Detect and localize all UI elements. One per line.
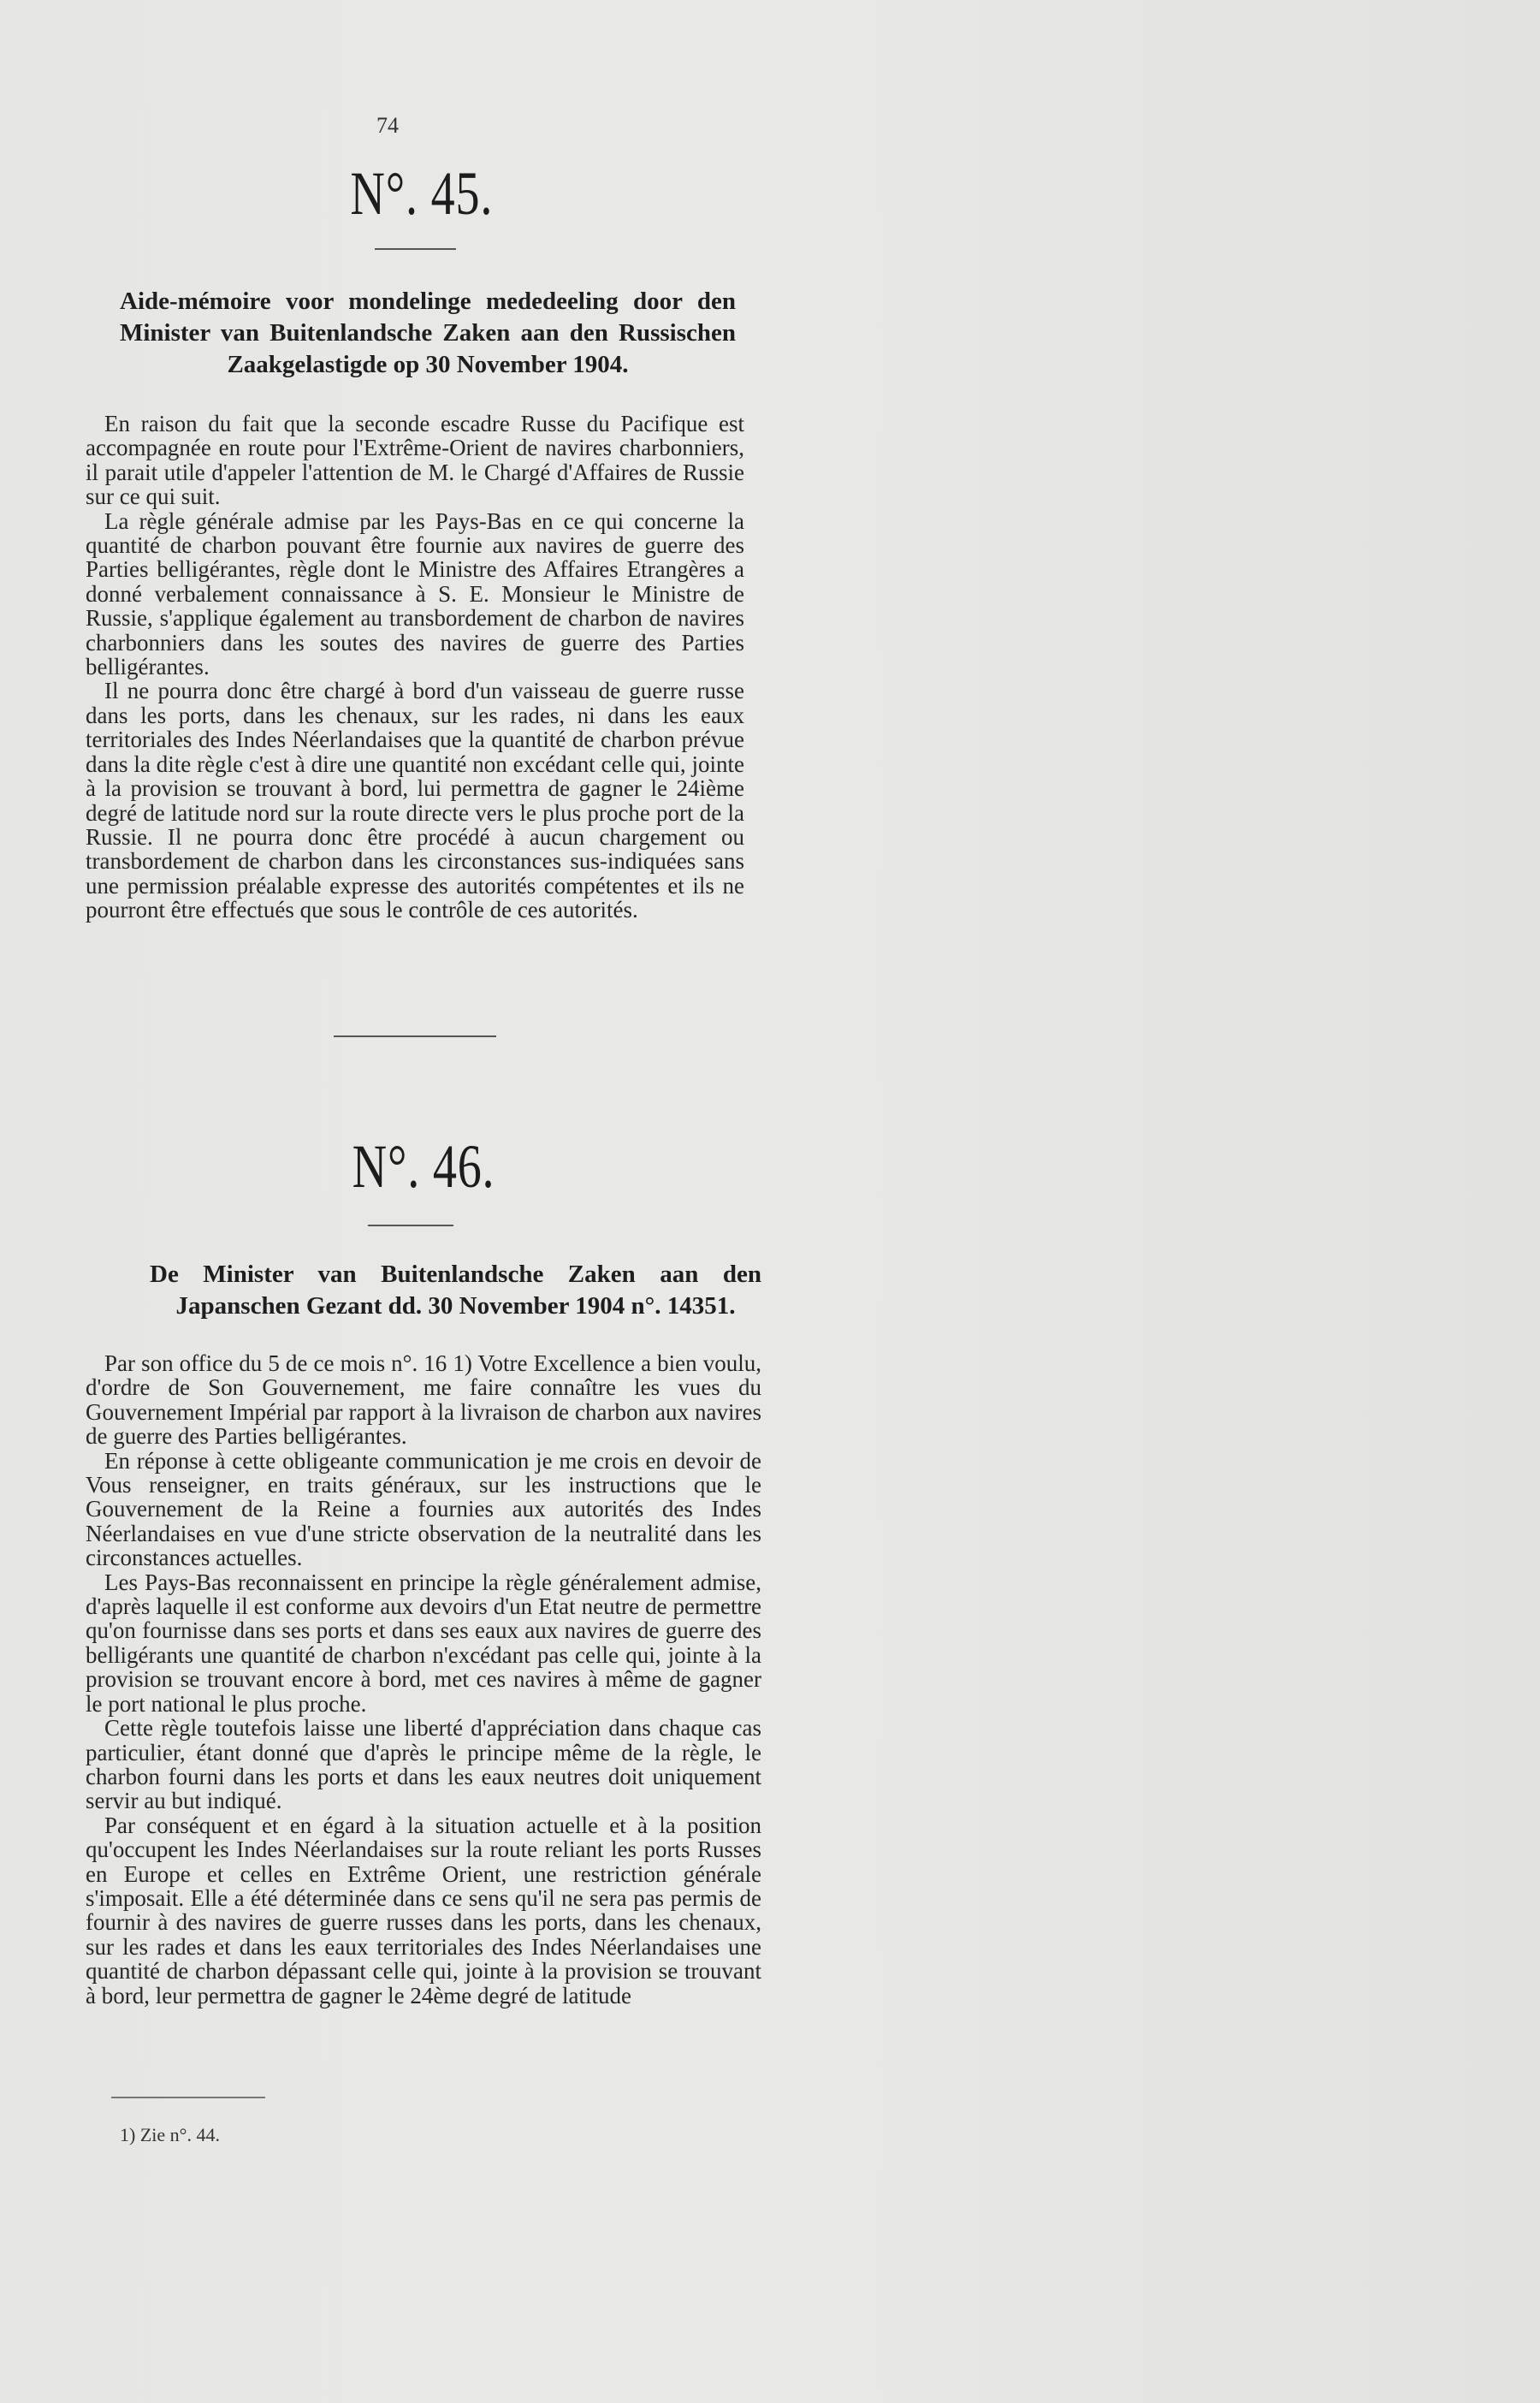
document-46 — [86, 1131, 761, 2008]
paragraph: Par son office du 5 de ce mois n°. 16 1) Votre Excellence a bien voulu, d'ordre de Son Gouvernement, me faire connaître les vues du Gouvernement Impérial par rapport à la livraison de charbon aux navires de guerre des Parties belligérantes. — [86, 1350, 761, 1450]
divider — [375, 248, 456, 250]
paragraph: En réponse à cette obligeante communication je me crois en devoir de Vous renseigner, en traits généraux, sur les instructions que le Gouvernement de la Reine a fournies aux autorités des Indes Néerlandaises en vue d'une stricte observation de la neutralité dans les circonstances actuelles. — [86, 1447, 761, 1571]
document-45 — [86, 158, 744, 923]
paragraph: Par conséquent et en égard à la situation actuelle et à la position qu'occupent les Indes Néerlandaises sur la route reliant les ports Russes en Europe et celles en Extrême Orient, une restriction générale s'imposait. Elle a été déterminée dans ce sens qu'il ne sera pas permis de fournir à des navires de guerre russes dans les ports, dans les chenaux, sur les rades et dans les eaux territoriales des Indes Néerlandaises une quantité de charbon dépassant celle qui, jointe à la provision se trouvant à bord, leur permettra de gagner le 24ème degré de latitude — [86, 1812, 761, 2008]
paragraph: Les Pays-Bas reconnaissent en principe la règle généralement admise, d'après laquelle il est conforme aux devoirs d'un Etat neutre de permettre qu'on fournisse dans ses ports et dans ses eaux aux navires de guerre des belligérants une quantité de charbon n'excédant pas celle qui, jointe à la provision se trouvant encore à bord, met ces navires à même de gagner le port national le plus proche. — [86, 1569, 761, 1717]
doc-45-heading: Aide-mémoire voor mondelinge mededeeling door den Minister van Buitenlandsche Zaken aan den Russischen Zaakgelastigde op 30 November 1904. — [120, 288, 736, 378]
page-number: 74 — [376, 113, 399, 138]
section-divider — [334, 1035, 496, 1037]
paragraph: En raison du fait que la seconde escadre Russe du Pacifique est accompagnée en route pour l'Extrême-Orient de navires charbonniers, il parait utile d'appeler l'attention de M. le Chargé d'Affaires de Russie sur ce qui suit. — [86, 411, 744, 510]
doc-45-number: N°. 45. — [350, 159, 494, 228]
paragraph: Il ne pourra donc être chargé à bord d'un vaisseau de guerre russe dans les ports, dans les chenaux, sur les rades, ni dans les eaux territoriales des Indes Néerlandaises que la quantité de charbon prévue dans la dite règle c'est à dire une quantité non excédant celle qui, jointe à la provision se trouvant à bord, lui permettra de gagner le 24ième degré de latitude nord sur la route directe vers le plus proche port de la Russie. Il ne pourra donc être procédé à aucun chargement ou transbordement de charbon dans les circonstances sus-indiquées sans une permission préalable expresse des autorités compétentes et ils ne pourront être effectués que sous le contrôle de ces autorités. — [86, 678, 744, 923]
paragraph: Cette règle toutefois laisse une liberté d'appréciation dans chaque cas particulier, étant donné que d'après le principe même de la règle, le charbon fourni dans les ports et dans les eaux neutres doit uniquement servir au but indiqué. — [86, 1715, 761, 1814]
footnote: 1) Zie n°. 44. — [120, 2124, 220, 2145]
doc-46-body — [86, 1351, 761, 2008]
divider — [368, 1225, 453, 1226]
paragraph: La règle générale admise par les Pays-Bas en ce qui concerne la quantité de charbon pouvant être fournie aux navires de guerre des Parties belligérantes, règle dont le Ministre des Affaires Etrangères a donné verbalement connaissance à S. E. Monsieur le Ministre de Russie, s'applique également au transbordement de charbon de navires charbonniers dans les soutes des navires de guerre des Parties belligérantes. — [86, 507, 744, 680]
doc-46-heading: De Minister van Buitenlandsche Zaken aan den Japanschen Gezant dd. 30 November 1904 n°. 14351. — [150, 1261, 761, 1320]
doc-46-number: N°. 46. — [352, 1132, 495, 1201]
footnote-divider — [111, 2097, 265, 2098]
doc-45-body — [86, 412, 744, 923]
